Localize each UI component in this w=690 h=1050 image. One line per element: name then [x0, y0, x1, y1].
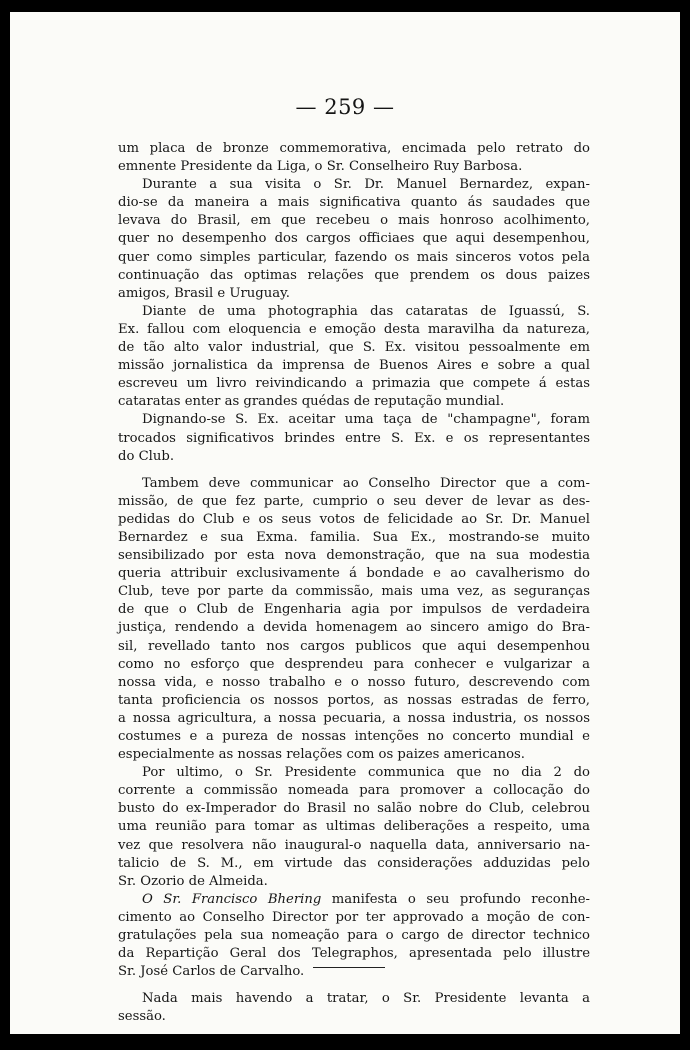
- text-line: [118, 891, 590, 909]
- text-line: uma reunião para tomar as ultimas deliberações a respeito, uma: [118, 819, 590, 835]
- document-page: [10, 12, 680, 1034]
- text-line: cataratas enter as grandes quédas de reputação mundial.: [118, 394, 505, 410]
- text-line: sessão.: [118, 1009, 166, 1025]
- text-line: missão jornalistica da imprensa de Buenos Aires e sobre a qual: [118, 358, 590, 374]
- text-line: quer no desempenho dos cargos officiaes que aqui desempenhou,: [118, 231, 590, 247]
- text-line: nossa vida, e nosso trabalho e o nosso futuro, descrevendo com: [118, 674, 590, 690]
- body-text: [118, 140, 590, 1027]
- text-line: sil, revellado tanto nos cargos publicos que aqui desempenhou: [118, 638, 590, 654]
- speaker-name: O Sr. Francisco Bhering: [142, 891, 322, 907]
- speaker-text: manifesta o seu profundo reconhe-: [331, 891, 590, 907]
- text-line: Durante a sua visita o Sr. Dr. Manuel Bernardez, expan-: [142, 177, 590, 193]
- text-line: amigos, Brasil e Uruguay.: [118, 285, 290, 301]
- text-line: justiça, rendendo a devida homenagem ao sincero amigo do Bra-: [118, 620, 590, 636]
- text-line: costumes e a pureza de nossas intenções no concerto mundial e: [118, 729, 590, 744]
- text-line: Sr. José Carlos de Carvalho.: [118, 964, 305, 980]
- text-line: dio-se da maneira a mais significativa quanto ás saudades que: [118, 195, 590, 211]
- text-line: gratulações pela sua nomeação para o cargo de director technico: [118, 928, 590, 944]
- text-line: Diante de uma photographia das cataratas de Iguassú, S.: [142, 303, 590, 319]
- text-line: missão, de que fez parte, cumprio o seu dever de levar as des-: [118, 493, 590, 509]
- text-line: escreveu um livro reivindicando a primazia que compete á estas: [118, 376, 590, 392]
- text-line: sensibilizado por esta nova demonstração, que na sua modestia: [118, 548, 590, 564]
- text-line: vez que resolvera não inaugural-o naquella data, anniversario na-: [118, 837, 590, 853]
- text-line: talicio de S. M., em virtude das considerações adduzidas pelo: [118, 855, 590, 871]
- text-line: queria attribuir exclusivamente á bondade e ao cavalherismo do: [118, 566, 590, 582]
- text-line: Club, teve por parte da commissão, mais uma vez, as seguranças: [118, 584, 590, 600]
- text-line: da Repartição Geral dos Telegraphos, apresentada pelo illustre: [118, 946, 590, 962]
- text-line: Dignando-se S. Ex. aceitar uma taça de "champagne", foram: [142, 412, 590, 428]
- text-line: Nada mais havendo a tratar, o Sr. Presidente levanta a: [142, 991, 590, 1007]
- text-line: levava do Brasil, em que recebeu o mais honroso acolhimento,: [118, 213, 590, 229]
- text-line: Sr. Ozorio de Almeida.: [118, 873, 268, 889]
- text-line: de que o Club de Engenharia agia por impulsos de verdadeira: [118, 602, 590, 618]
- text-line: corrente a commissão nomeada para promover a collocação do: [118, 783, 590, 799]
- text-line: especialmente as nossas relações com os paizes americanos.: [118, 747, 525, 763]
- text-line: continuação das optimas relações que prendem os dous paizes: [118, 267, 590, 283]
- text-line: tanta proficiencia os nossos portos, as nossas estradas de ferro,: [118, 692, 590, 708]
- text-line: Tambem deve communicar ao Conselho Director que a com-: [142, 475, 590, 491]
- text-line: Ex. fallou com eloquencia e emoção desta maravilha da natureza,: [118, 321, 590, 337]
- text-line: pedidas do Club e os seus votos de felicidade ao Sr. Dr. Manuel: [118, 511, 590, 527]
- text-line: do Club.: [118, 448, 175, 464]
- text-line: de tão alto valor industrial, que S. Ex. visitou pessoalmente em: [118, 340, 590, 356]
- text-line: busto do ex-Imperador do Brasil no salão nobre do Club, celebrou: [118, 801, 590, 817]
- text-line: como no esforço que desprendeu para conhecer e vulgarizar a: [118, 656, 590, 672]
- end-rule: [313, 967, 385, 968]
- text-line: Por ultimo, o Sr. Presidente communica que no dia 2 do: [142, 765, 590, 781]
- text-line: Bernardez e sua Exma. familia. Sua Ex., mostrando-se muito: [118, 529, 590, 545]
- text-line: quer como simples particular, fazendo os mais sinceros votos pela: [118, 249, 590, 265]
- text-line: um placa de bronze commemorativa, encimada pelo retrato do: [118, 141, 590, 156]
- text-line: cimento ao Conselho Director por ter approvado a moção de con-: [118, 909, 590, 925]
- text-line: emnente Presidente da Liga, o Sr. Conselheiro Ruy Barbosa.: [118, 159, 523, 175]
- text-line: a nossa agricultura, a nossa pecuaria, a nossa industria, os nossos: [118, 710, 590, 726]
- text-line: trocados significativos brindes entre S. Ex. e os representantes: [118, 430, 590, 446]
- page-number: — 259 —: [295, 95, 395, 119]
